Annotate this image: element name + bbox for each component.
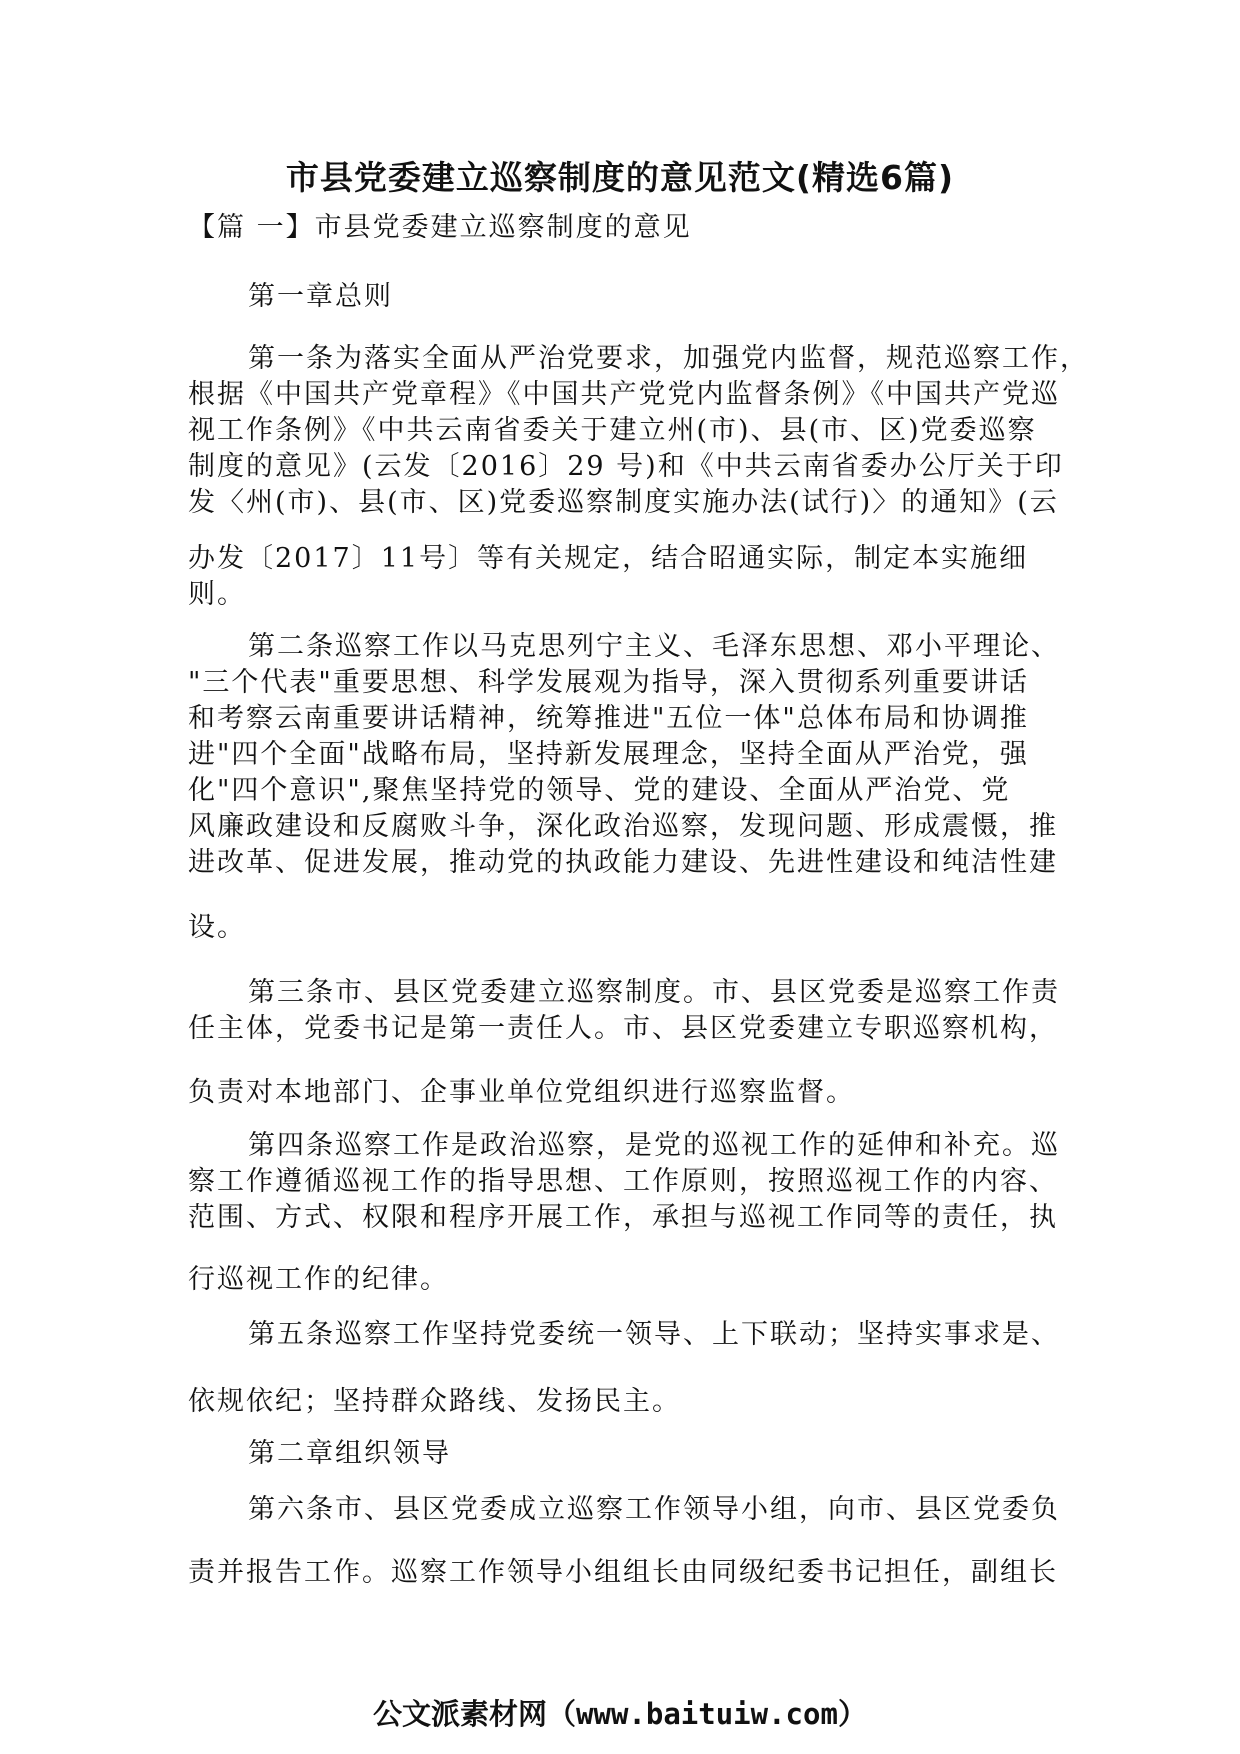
paragraph-line: 任主体，党委书记是第一责任人。市、县区党委建立专职巡察机构， [188,1013,1058,1044]
paragraph-line: 风廉政建设和反腐败斗争，深化政治巡察，发现问题、形成震慑，推 [188,811,1058,842]
paragraph-line: 范围、方式、权限和程序开展工作，承担与巡视工作同等的责任，执 [188,1202,1058,1233]
paragraph-line: 进改革、促进发展，推动党的执政能力建设、先进性建设和纯洁性建 [188,847,1058,878]
paragraph-line: 视工作条例》《中共云南省委关于建立州(市)、县(市、区)党委巡察 [188,415,1037,446]
paragraph-line: 第一条为落实全面从严治党要求，加强党内监督，规范巡察工作， [248,343,1089,374]
paragraph-line: 行巡视工作的纪律。 [188,1264,449,1295]
paragraph-line: 制度的意见》(云发〔2016〕29 号)和《中共云南省委办公厅关于印 [188,451,1064,482]
paragraph-line: 办发〔2017〕11号〕等有关规定，结合昭通实际，制定本实施细 [188,543,1029,574]
paragraph-line: 第三条市、县区党委建立巡察制度。市、县区党委是巡察工作责 [248,977,1060,1008]
paragraph-line: 则。 [188,579,246,610]
chapter-heading: 第二章组织领导 [248,1438,451,1469]
paragraph-line: 第六条市、县区党委成立巡察工作领导小组，向市、县区党委负 [248,1494,1060,1525]
paragraph-line: 察工作遵循巡视工作的指导思想、工作原则，按照巡视工作的内容、 [188,1166,1058,1197]
paragraph-line: 发〈州(市)、县(市、区)党委巡察制度实施办法(试行)〉的通知》(云 [188,487,1059,518]
paragraph-line: 负责对本地部门、企事业单位党组织进行巡察监督。 [188,1077,855,1108]
paragraph-line: 依规依纪；坚持群众路线、发扬民主。 [188,1386,681,1417]
paragraph-line: 化"四个意识",聚焦坚持党的领导、党的建设、全面从严治党、党 [188,775,1011,806]
paragraph-line: 责并报告工作。巡察工作领导小组组长由同级纪委书记担任，副组长 [188,1557,1058,1588]
paragraph-line: 设。 [188,912,246,943]
chapter-heading: 第一章总则 [248,281,393,312]
paragraph-line: "三个代表"重要思想、科学发展观为指导，深入贯彻系列重要讲话 [188,667,1029,698]
page-footer: 公文派素材网（www.baituiw.com） [373,1697,867,1731]
paragraph-line: 进"四个全面"战略布局，坚持新发展理念，坚持全面从严治党，强 [188,739,1029,770]
document-title: 市县党委建立巡察制度的意见范文(精选6篇) [285,158,955,197]
paragraph-line: 第二条巡察工作以马克思列宁主义、毛泽东思想、邓小平理论、 [248,631,1060,662]
paragraph-line: 第四条巡察工作是政治巡察，是党的巡视工作的延伸和补充。巡 [248,1130,1060,1161]
section-heading: 【篇 一】市县党委建立巡察制度的意见 [188,212,692,243]
paragraph-line: 根据《中国共产党章程》《中国共产党党内监督条例》《中国共产党巡 [188,379,1060,410]
paragraph-line: 第五条巡察工作坚持党委统一领导、上下联动；坚持实事求是、 [248,1319,1060,1350]
paragraph-line: 和考察云南重要讲话精神，统筹推进"五位一体"总体布局和协调推 [188,703,1029,734]
